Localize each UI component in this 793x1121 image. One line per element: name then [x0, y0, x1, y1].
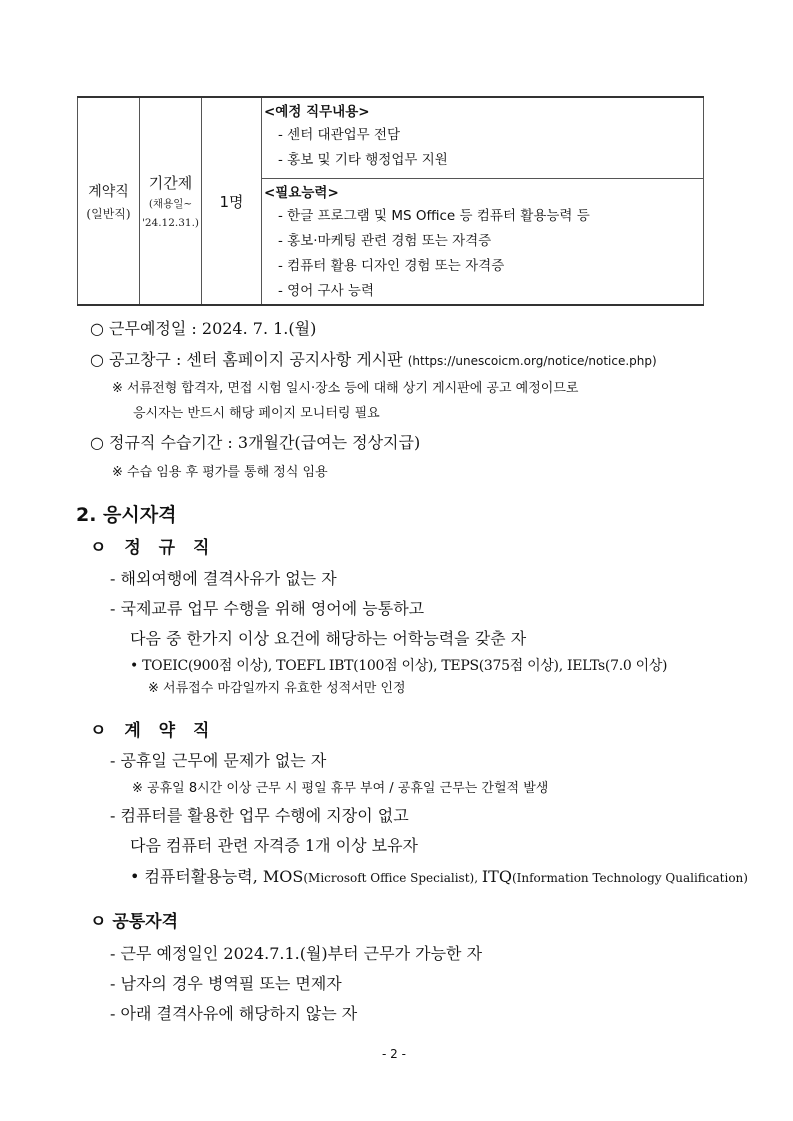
duties-cell [262, 97, 704, 179]
skill-item: - 컴퓨터 활용 디자인 경험 또는 자격증 [278, 258, 505, 274]
headcount: 1명 [219, 192, 244, 211]
contract-title: ㅇ 계 약 직 [90, 721, 216, 741]
contract-item: - 공휴일 근무에 문제가 없는 자 [110, 751, 327, 770]
headcount-cell [202, 97, 262, 305]
period-range-1: (채용일~ [148, 197, 193, 210]
duties-header: <예정 직무내용> [264, 104, 370, 120]
skill-item: - 영어 구사 능력 [278, 283, 374, 299]
page-number: - 2 - [382, 1047, 406, 1061]
common-item: - 근무 예정일인 2024.7.1.(월)부터 근무가 가능한 자 [110, 944, 483, 963]
contract-item: - 컴퓨터를 활용한 업무 수행에 지장이 없고 [110, 806, 409, 825]
section-title: 2. 응시자격 [76, 504, 177, 526]
regular-item: • TOEIC(900점 이상), TOEFL IBT(100점 이상), TEPS(375점 이상), IELTs(7.0 이상) [130, 658, 668, 674]
regular-item: - 해외여행에 결격사유가 없는 자 [110, 569, 337, 588]
position-subtype: (일반직) [86, 206, 131, 221]
common-title: ㅇ 공통자격 [90, 912, 179, 932]
cert-itq-detail: (Information Technology Qualification) [511, 871, 748, 885]
probation-line: ○ 정규직 수습기간 : 3개월간(급여는 정상지급) [90, 433, 421, 452]
probation-note: ※ 수습 임용 후 평가를 통해 정식 임용 [112, 465, 328, 480]
contract-item [130, 864, 748, 887]
duty-item: - 센터 대관업무 전담 [278, 127, 401, 143]
regular-item: - 국제교류 업무 수행을 위해 영어에 능통하고 [110, 599, 425, 618]
regular-item: 다음 중 한가지 이상 요건에 해당하는 어학능력을 갖춘 자 [130, 629, 527, 648]
regular-note: ※ 서류접수 마감일까지 유효한 성적서만 인정 [148, 681, 406, 696]
cert-itq: ITQ [481, 867, 512, 886]
common-item: - 남자의 경우 병역필 또는 면제자 [110, 974, 342, 993]
position-type-cell [78, 97, 140, 305]
common-item: - 아래 결격사유에 해당하지 않는 자 [110, 1004, 358, 1023]
channel-text: ○ 공고창구 : 센터 홈페이지 공지사항 게시판 [90, 350, 403, 369]
channel-url: (https://unescoicm.org/notice/notice.php) [407, 354, 657, 368]
regular-title: ㅇ 정 규 직 [90, 538, 216, 558]
channel-line [90, 347, 657, 370]
skill-item: - 홍보·마케팅 관련 경험 또는 자격증 [278, 233, 492, 249]
duty-item: - 홍보 및 기타 행정업무 지원 [278, 152, 448, 168]
period-cell [140, 97, 202, 305]
position-table [77, 96, 704, 306]
cert-main: • 컴퓨터활용능력, MOS [130, 867, 304, 886]
skill-item: - 한글 프로그램 및 MS Office 등 컴퓨터 활용능력 등 [278, 208, 590, 224]
contract-note: ※ 공휴일 8시간 이상 근무 시 평일 휴무 부여 / 공휴일 근무는 간헐적 발생 [132, 781, 549, 796]
skills-header: <필요능력> [264, 185, 339, 201]
cert-mos-detail: (Microsoft Office Specialist), [303, 871, 482, 885]
period-range-2: '24.12.31.) [141, 216, 200, 229]
channel-note-2: 응시자는 반드시 해당 페이지 모니터링 필요 [133, 406, 380, 421]
skills-cell [262, 179, 704, 306]
start-date-line: ○ 근무예정일 : 2024. 7. 1.(월) [90, 319, 317, 338]
channel-note-1: ※ 서류전형 합격자, 면접 시험 일시·장소 등에 대해 상기 게시판에 공고 예정이므로 [112, 381, 579, 396]
position-type: 계약직 [88, 183, 129, 200]
contract-item: 다음 컴퓨터 관련 자격증 1개 이상 보유자 [130, 836, 418, 855]
period-type: 기간제 [148, 173, 193, 192]
